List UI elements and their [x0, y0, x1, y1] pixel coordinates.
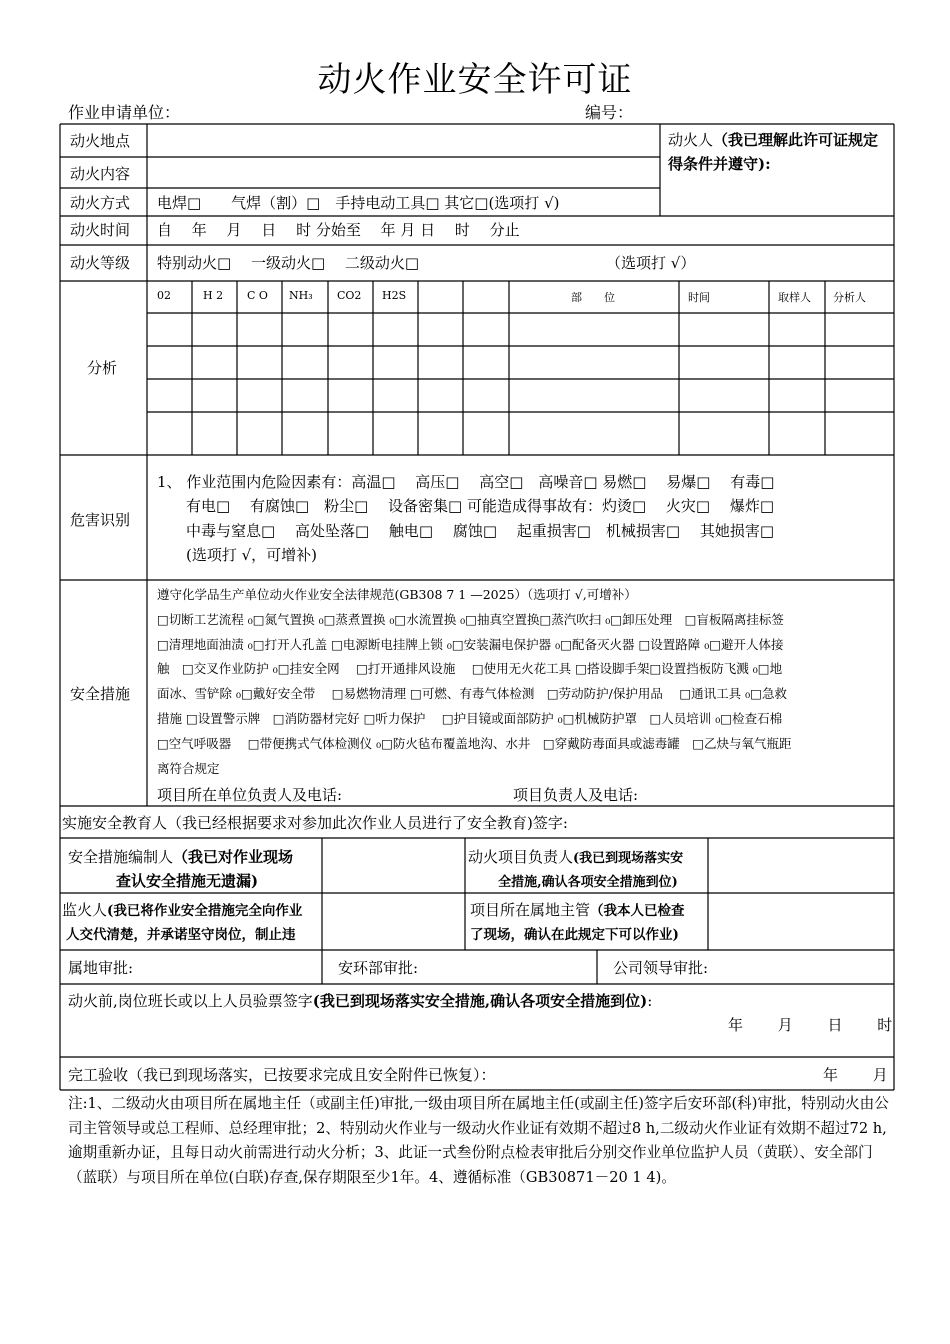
compiler-note-a: （我已对作业现场 — [173, 848, 294, 866]
prefire-label: 动火前,岗位班长或以上人员验票签字 — [68, 992, 313, 1010]
page-title: 动火作业安全许可证 — [317, 60, 633, 100]
time-range[interactable]: 自 年 月 日 时 分始至 年 月 日 时 分止 — [157, 221, 520, 239]
safety-line-1[interactable]: □切断工艺流程 ₀□氮气置换 ₀□蒸煮置换 ₀□水流置换 ₀□抽真空置换□蒸汽吹扫 ₀□卸压处理 □盲板隔离挂标签 — [157, 612, 784, 627]
prefire-signature[interactable] — [68, 990, 652, 1011]
unit-head-phone[interactable]: 项目所在单位负责人及电话: — [157, 786, 343, 804]
analysis-header-position: 部 位 — [571, 291, 615, 304]
time-label: 动火时间 — [70, 221, 131, 239]
leader-label: 动火项目负责人 — [468, 848, 574, 866]
watcher-note-b: 人交代清楚，并承诺坚守岗位，制止违 — [66, 927, 296, 943]
hazard-line-2[interactable]: 有电□ 有腐蚀□ 粉尘□ 设备密集□ 可能造成得事故有：灼烫□ 火灾□ 爆炸□ — [186, 497, 775, 515]
safety-line-7[interactable]: 离符合规定 — [157, 761, 220, 776]
content-label: 动火内容 — [70, 165, 131, 183]
analysis-header-h2: H 2 — [203, 289, 224, 302]
completion-acceptance[interactable]: 完工验收（我已到现场落实，已按要求完成且安全附件已恢复）： — [68, 1066, 496, 1084]
footnotes: 注:1、二级动火由项目所在属地主任（或副主任)审批,一级由项目所在属地主任(或副主任)签字后安环部(科)审批，特别动火由公司主管领导或总工程师、总经理审批；2、特别动火作业与一级动火作业证有效期不超过8 h,二级动火作业证有效期不超过72 h,逾期重新办证，且每日动火前需进行动火分析；3、此证一式叁份附点检表审批后分别交作业单位监护人员（黄联）、安全部门（蓝联）与项目所在单位(白联)存查,保存期限至少1年。4、遵循标准（GB30871－20 1 4)。 — [68, 1095, 889, 1186]
completion-date[interactable]: 年 月 — [823, 1066, 888, 1084]
education-signature[interactable]: 实施安全教育人（我已经根据要求对参加此次作业人员进行了安全教育)签字: — [62, 814, 568, 832]
level-label: 动火等级 — [70, 254, 131, 272]
hazard-line-4: (选项打 √，可增补) — [186, 546, 318, 564]
hazard-label: 危害识别 — [70, 511, 131, 529]
analysis-header-analyst: 分析人 — [833, 291, 866, 304]
watcher-note-a: (我已将作业安全措施完全向作业 — [107, 903, 303, 919]
analysis-header-o2: 02 — [157, 289, 171, 302]
analysis-header-time: 时间 — [688, 291, 710, 304]
method-options[interactable]: 电焊□ 气焊（割）□ 手持电动工具□ 其它□(选项打 √) — [157, 194, 560, 212]
prefire-colon: : — [647, 992, 653, 1010]
prefire-date[interactable]: 年 月 日 时 — [728, 1016, 893, 1034]
compiler-note-b: 查认安全措施无遗漏) — [115, 872, 259, 890]
analysis-label: 分析 — [87, 359, 118, 377]
safety-line-2[interactable]: □清理地面油渍 ₀□打开人孔盖 □电源断电挂牌上锁 ₀□安装漏电保护器 ₀□配备灭火器 □设置路障 ₀□避开人体接 — [157, 637, 784, 652]
serial-number-label: 编号： — [585, 103, 634, 122]
firer-note: （我已理解此许可证规定得条件并遵守): — [668, 131, 879, 173]
leader-note-a: (我已到现场落实安 — [573, 851, 684, 866]
analysis-header-co2: CO2 — [337, 289, 362, 302]
env-dept-approval[interactable]: 安环部审批: — [338, 959, 419, 977]
hazard-line-3[interactable]: 中毒与窒息□ 高处坠落□ 触电□ 腐蚀□ 起重损害□ 机械损害□ 其她损害□ — [186, 522, 775, 540]
site-manager-note-a: （我本人已检查 — [590, 903, 685, 919]
site-manager-label: 项目所在属地主管 — [470, 901, 591, 919]
leader-cell[interactable] — [468, 845, 708, 895]
analysis-header-nh3: NH₃ — [289, 289, 313, 302]
safety-label: 安全措施 — [70, 685, 131, 703]
firer-cell[interactable] — [668, 128, 890, 176]
hazard-line-1[interactable]: 1、 作业范围内危险因素有：高温□ 高压□ 高空□ 高噪音□ 易燃□ 易爆□ 有毒□ — [157, 473, 775, 491]
level-options[interactable]: 特别动火□ 一级动火□ 二级动火□ — [157, 254, 420, 272]
safety-line-6[interactable]: □空气呼吸器 □带便携式气体检测仪 ₀□防火毡布覆盖地沟、水井 □穿戴防毒面具或滤毒罐 □乙炔与氧气瓶距 — [157, 736, 792, 751]
leader-note-b: 全措施,确认各项安全措施到位) — [498, 875, 678, 890]
safety-line-4[interactable]: 面冰、雪铲除 ₀□戴好安全带 □易燃物清理 □可燃、有毒气体检测 □劳动防护/保护用品 □通讯工具 ₀□急救 — [157, 686, 787, 701]
compiler-label: 安全措施编制人 — [68, 848, 174, 866]
firer-label: 动火人 — [668, 131, 714, 149]
analysis-header-co: C O — [247, 289, 268, 302]
watcher-cell[interactable] — [62, 898, 324, 947]
project-head-phone[interactable]: 项目负责人及电话: — [513, 786, 639, 804]
analysis-header-h2s: H2S — [382, 289, 407, 302]
safety-standard: 遵守化学品生产单位动火作业安全法律规范(GB308 7 1 —2025）（选项打 √,可增补） — [157, 587, 637, 602]
company-leader-approval[interactable]: 公司领导审批: — [613, 959, 709, 977]
site-manager-cell[interactable] — [470, 898, 708, 947]
level-hint: （选项打 √） — [606, 254, 696, 272]
compiler-cell[interactable] — [68, 845, 320, 893]
method-label: 动火方式 — [70, 194, 131, 212]
safety-line-3[interactable]: 触 □交叉作业防护 ₀□挂安全网 □打开通排风设施 □使用无火花工具 □搭设脚手架□设置挡板防飞溅 ₀□地 — [157, 661, 783, 676]
applicant-unit-label: 作业申请单位： — [68, 103, 181, 122]
site-manager-note-b: 了现场，确认在此规定下可以作业) — [470, 927, 679, 943]
prefire-note: (我已到现场落实安全措施,确认各项安全措施到位) — [312, 992, 648, 1010]
watcher-label: 监火人 — [62, 901, 108, 919]
location-label: 动火地点 — [70, 132, 131, 150]
safety-line-5[interactable]: 措施 □设置警示牌 □消防器材完好 □听力保护 □护目镜或面部防护 ₀□机械防护罩 □人员培训 ₀□检查石棉 — [157, 711, 783, 726]
territory-approval[interactable]: 属地审批: — [68, 959, 134, 977]
analysis-header-sampler: 取样人 — [778, 291, 811, 304]
